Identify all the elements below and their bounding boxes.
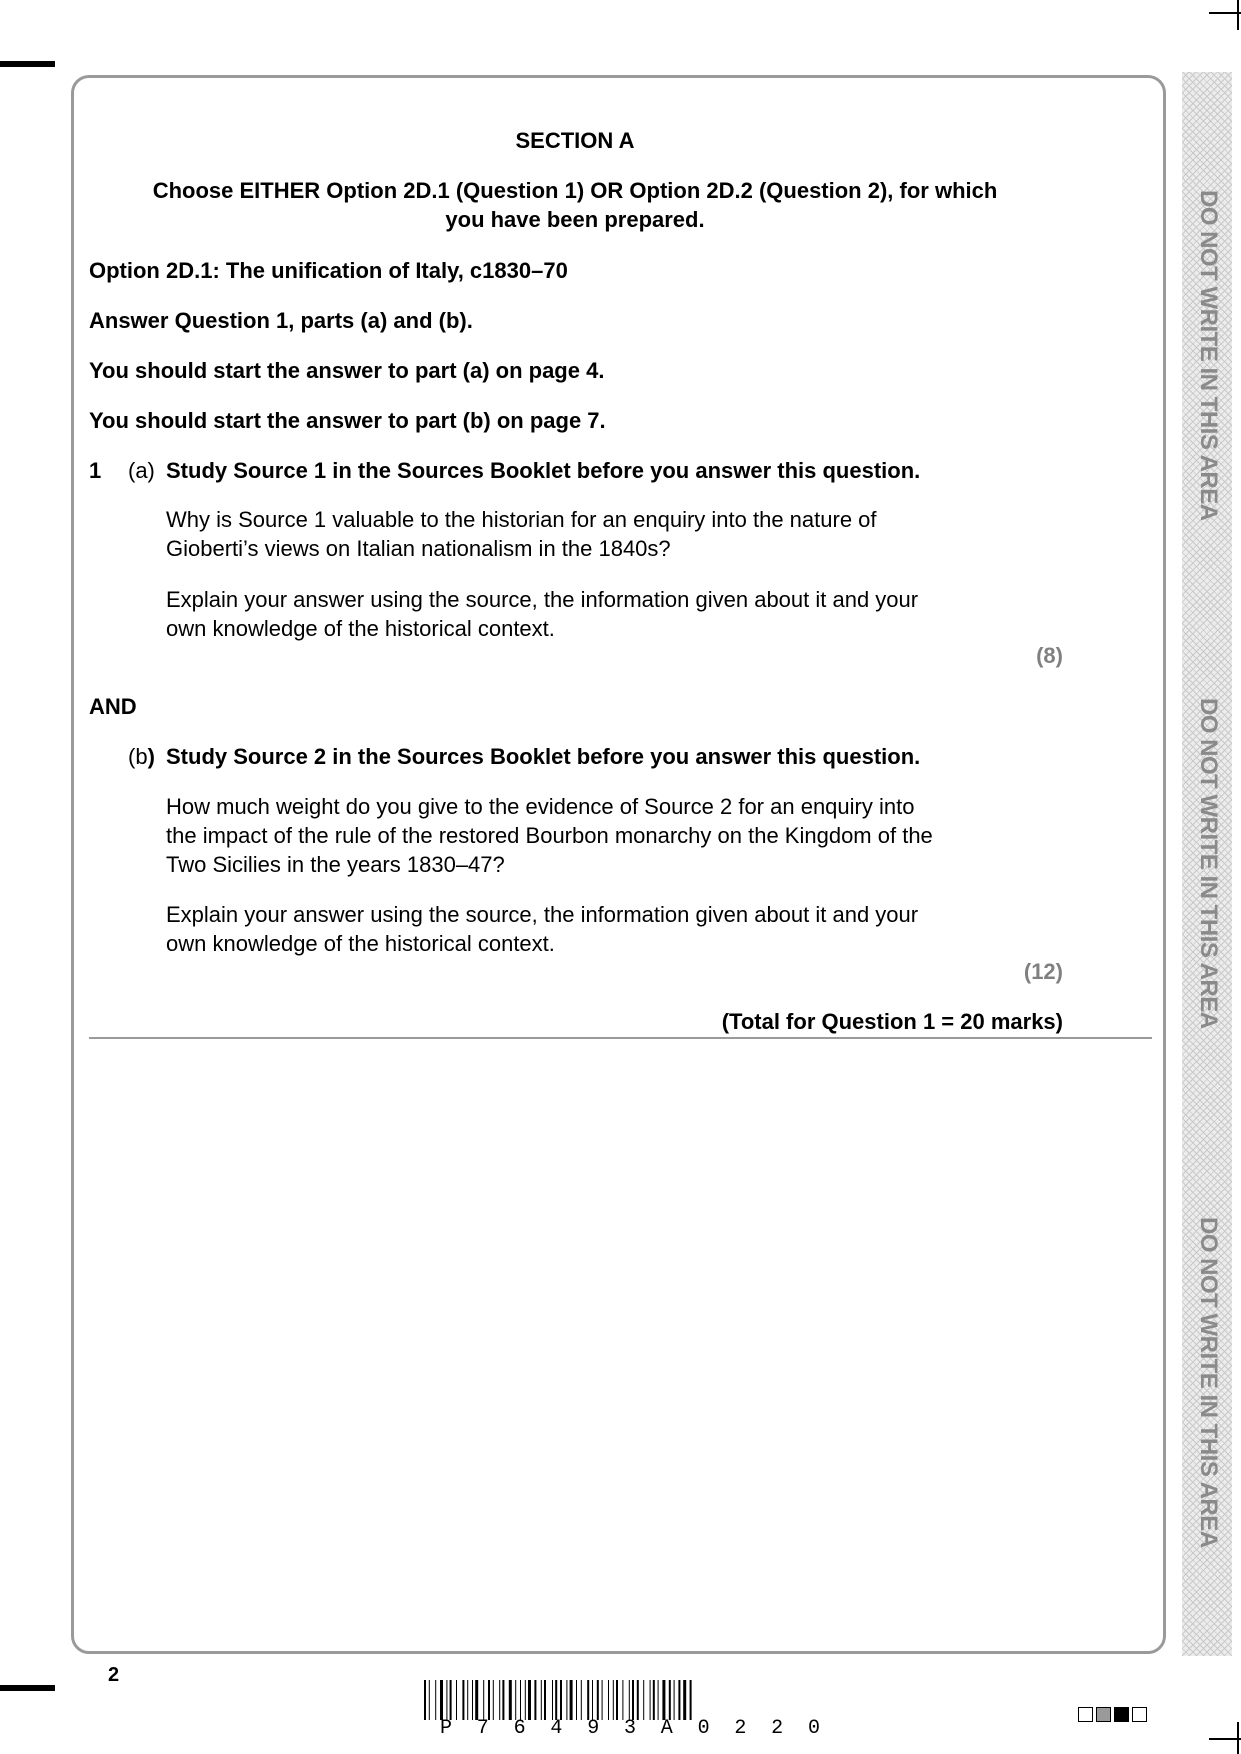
barcode bbox=[424, 1680, 844, 1720]
option-title: Option 2D.1: The unification of Italy, c1830–70 bbox=[89, 258, 568, 283]
crop-mark-top-v bbox=[1237, 0, 1239, 30]
margin-warning-top: DO NOT WRITE IN THIS AREA bbox=[1195, 190, 1222, 521]
barcode-bar bbox=[440, 1680, 443, 1720]
barcode-char: 0 bbox=[697, 1717, 710, 1740]
barcode-bar bbox=[555, 1680, 557, 1720]
part-a-question-line-1: Why is Source 1 valuable to the historian for an enquiry into the nature of bbox=[166, 507, 877, 532]
barcode-bar bbox=[602, 1680, 603, 1720]
part-b-question-line-1: How much weight do you give to the evidence of Source 2 for an enquiry into bbox=[166, 794, 915, 819]
barcode-bar bbox=[678, 1680, 680, 1720]
part-a-explain-line-2: own knowledge of the historical context. bbox=[166, 616, 555, 641]
barcode-bar bbox=[669, 1680, 671, 1720]
barcode-bar bbox=[515, 1680, 516, 1720]
barcode-bar bbox=[528, 1680, 531, 1720]
part-a-marks: (8) bbox=[1036, 643, 1063, 668]
barcode-bar bbox=[462, 1680, 464, 1720]
barcode-bar bbox=[570, 1680, 573, 1720]
barcode-bar bbox=[520, 1680, 521, 1720]
crop-mark-bottom-v bbox=[1237, 1722, 1239, 1754]
barcode-bar bbox=[650, 1680, 651, 1720]
and-label: AND bbox=[89, 694, 137, 719]
part-b-label bbox=[128, 742, 155, 771]
barcode-bar bbox=[592, 1680, 593, 1720]
barcode-bar bbox=[597, 1680, 599, 1720]
question-total: (Total for Question 1 = 20 marks) bbox=[721, 1009, 1063, 1034]
barcode-bar bbox=[683, 1680, 686, 1720]
barcode-bar bbox=[643, 1680, 644, 1720]
part-b-heading: Study Source 2 in the Sources Booklet before you answer this question. bbox=[166, 744, 921, 769]
barcode-char: 0 bbox=[807, 1717, 820, 1740]
choose-option-line-2: you have been prepared. bbox=[445, 207, 705, 232]
barcode-bar bbox=[467, 1680, 468, 1720]
part-a-label: (a) bbox=[128, 458, 155, 483]
barcode-bar bbox=[552, 1680, 553, 1720]
print-square-1 bbox=[1078, 1707, 1093, 1722]
barcode-bar bbox=[653, 1680, 655, 1720]
instruction-start-b: You should start the answer to part (b) on page 7. bbox=[89, 408, 606, 433]
barcode-bar bbox=[632, 1680, 634, 1720]
barcode-text bbox=[440, 1717, 820, 1740]
part-a-question-line-2: Gioberti’s views on Italian nationalism in the 1840s? bbox=[166, 536, 671, 561]
instruction-answer: Answer Question 1, parts (a) and (b). bbox=[89, 308, 473, 333]
barcode-bar bbox=[483, 1680, 484, 1720]
page-number: 2 bbox=[108, 1664, 120, 1686]
barcode-bar bbox=[616, 1680, 618, 1720]
margin-warning-bottom: DO NOT WRITE IN THIS AREA bbox=[1195, 1217, 1222, 1548]
part-b-marks: (12) bbox=[1023, 959, 1063, 984]
barcode-char: 2 bbox=[734, 1717, 747, 1740]
part-b-question-line-3: Two Sicilies in the years 1830–47? bbox=[166, 852, 505, 877]
part-b-question-line-2: the impact of the rule of the restored Bourbon monarchy on the Kingdom of the bbox=[166, 823, 933, 848]
barcode-bar bbox=[509, 1680, 512, 1720]
barcode-bar bbox=[560, 1680, 562, 1720]
barcode-char: 6 bbox=[513, 1717, 526, 1740]
barcode-char: P bbox=[440, 1717, 453, 1740]
barcode-bar bbox=[475, 1680, 478, 1720]
barcode-char: 2 bbox=[771, 1717, 784, 1740]
part-b-explain-line-1: Explain your answer using the source, the information given about it and your bbox=[166, 902, 919, 927]
part-b-explain-line-2: own knowledge of the historical context. bbox=[166, 931, 555, 956]
barcode-bar bbox=[424, 1680, 426, 1720]
barcode-bar bbox=[488, 1680, 490, 1720]
barcode-bar bbox=[450, 1680, 452, 1720]
print-square-3 bbox=[1114, 1707, 1129, 1722]
barcode-bar bbox=[493, 1680, 494, 1720]
barcode-bar bbox=[658, 1680, 659, 1720]
choose-option-line-1: Choose EITHER Option 2D.1 (Question 1) OR Option 2D.2 (Question 2), for which bbox=[152, 178, 998, 203]
part-b-label-open: (b bbox=[128, 744, 148, 769]
barcode-bar bbox=[502, 1680, 504, 1720]
barcode-char: 3 bbox=[623, 1717, 636, 1740]
question-number: 1 bbox=[89, 458, 102, 483]
section-title: SECTION A bbox=[515, 128, 635, 153]
barcode-bar bbox=[576, 1680, 577, 1720]
barcode-bar bbox=[566, 1680, 567, 1720]
barcode-char: 7 bbox=[476, 1717, 489, 1740]
barcode-bar bbox=[608, 1680, 609, 1720]
barcode-bar bbox=[629, 1680, 630, 1720]
barcode-bar bbox=[472, 1680, 473, 1720]
barcode-bar bbox=[662, 1680, 665, 1720]
barcode-bar bbox=[534, 1680, 536, 1720]
barcode-bar bbox=[525, 1680, 526, 1720]
barcode-bar bbox=[544, 1680, 546, 1720]
barcode-char: 4 bbox=[550, 1717, 563, 1740]
barcode-char: A bbox=[660, 1717, 673, 1740]
barcode-char: 9 bbox=[587, 1717, 600, 1740]
part-b-label-close: ) bbox=[147, 744, 155, 769]
barcode-bar bbox=[637, 1680, 639, 1720]
barcode-bar bbox=[541, 1680, 542, 1720]
barcode-bar bbox=[581, 1680, 582, 1720]
barcode-bar bbox=[435, 1680, 436, 1720]
instruction-start-a: You should start the answer to part (a) on page 4. bbox=[89, 358, 605, 383]
print-square-2 bbox=[1096, 1707, 1111, 1722]
question-divider bbox=[89, 1037, 1152, 1039]
registration-mark-bottom bbox=[0, 1685, 55, 1691]
barcode-bar bbox=[674, 1680, 675, 1720]
barcode-bar bbox=[446, 1680, 447, 1720]
barcode-bar bbox=[499, 1680, 500, 1720]
print-square-4 bbox=[1132, 1707, 1147, 1722]
part-a-explain-line-1: Explain your answer using the source, the information given about it and your bbox=[166, 587, 919, 612]
barcode-bar bbox=[690, 1680, 692, 1720]
barcode-bar bbox=[587, 1680, 589, 1720]
barcode-bar bbox=[622, 1680, 623, 1720]
barcode-bar bbox=[429, 1680, 430, 1720]
margin-warning-middle: DO NOT WRITE IN THIS AREA bbox=[1195, 698, 1222, 1029]
part-a-heading: Study Source 1 in the Sources Booklet before you answer this question. bbox=[166, 458, 921, 483]
barcode-bar bbox=[613, 1680, 614, 1720]
registration-mark-top bbox=[0, 61, 55, 67]
barcode-bar bbox=[456, 1680, 457, 1720]
